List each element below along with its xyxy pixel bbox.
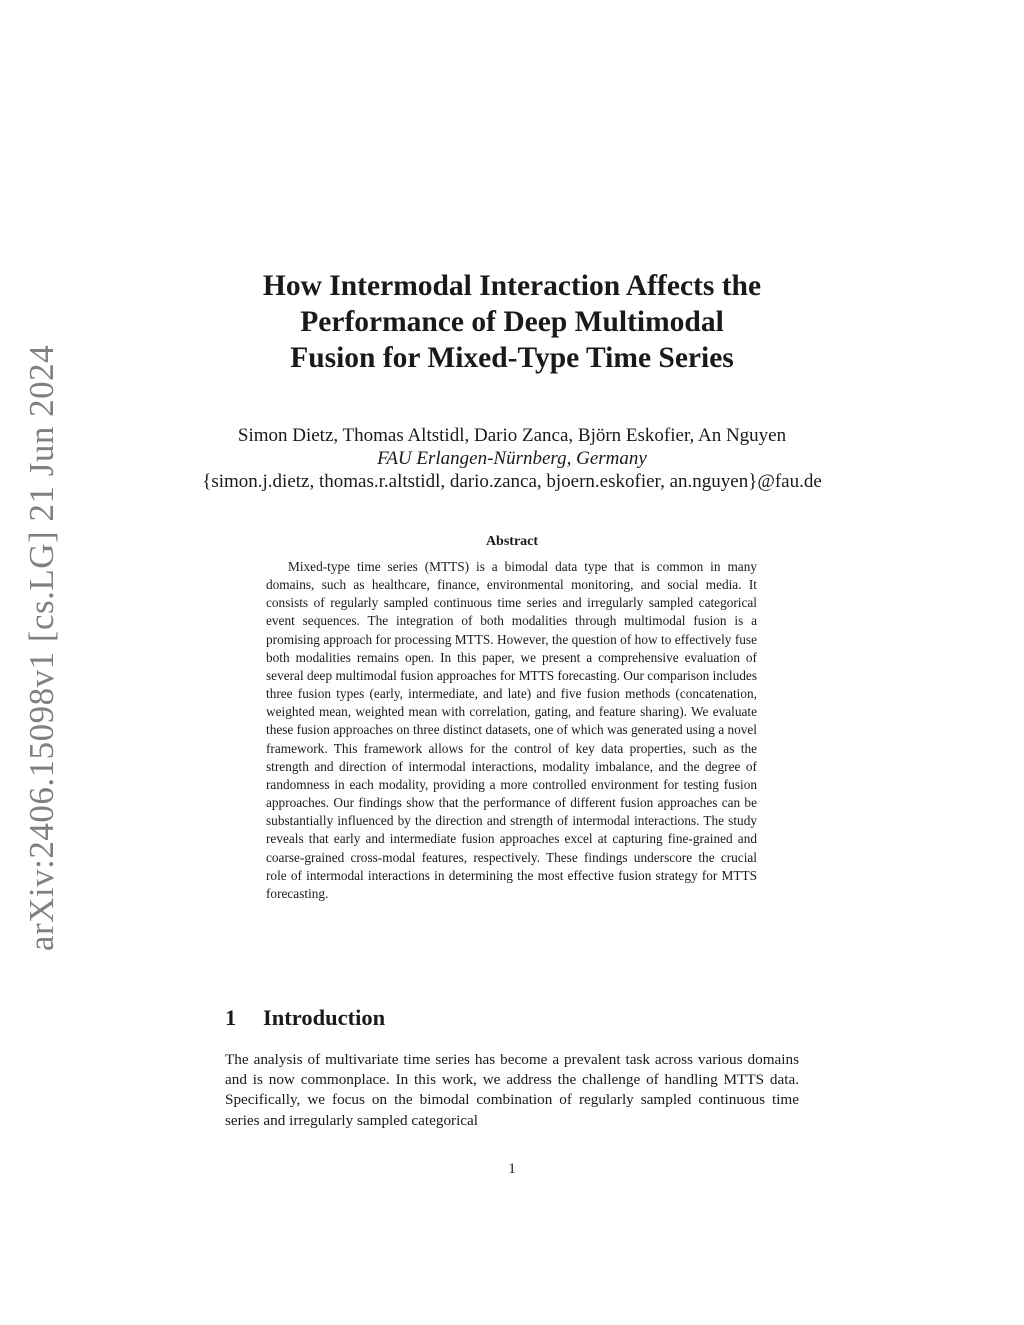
title-line-2: Performance of Deep Multimodal [300, 306, 724, 338]
author-block [160, 424, 864, 493]
section-title: Introduction [263, 1005, 386, 1030]
section-number: 1 [225, 1005, 237, 1030]
abstract-heading: Abstract [485, 534, 539, 549]
arxiv-identifier-stamp [16, 344, 68, 951]
abstract-body: Mixed-type time series (MTTS) is a bimodal data type that is common in many domains, such as healthcare, finance, environmental monitoring, and social media. It consists of regularly sampled continuous time series and irregularly sampled categorical event sequences. The integration of both modalities through multimodal fusion is a promising approach for processing MTTS. However, the question of how to effectively fuse both modalities remains open. In this paper, we present a comprehensive evaluation of several deep multimodal fusion approaches for MTTS forecasting. Our comparison includes three fusion types (early, intermediate, and late) and five fusion methods (concatenation, weighted mean, weighted mean with correlation, gating, and feature sharing). We evaluate these fusion approaches on three distinct datasets, one of which was generated using a novel framework. This framework allows for the control of key data properties, such as the strength and direction of intermodal interactions, modality imbalance, and the degree of randomness in each modality, providing a more controlled environment for testing fusion approaches. Our findings show that the performance of different fusion approaches can be substantially influenced by the direction and strength of intermodal interactions. The study reveals that early and intermediate fusion approaches excel at capturing fine-grained and coarse-grained cross-modal features, respectively. These findings underscore the crucial role of intermodal interactions in determining the most effective fusion strategy for MTTS forecasting. [266, 559, 757, 901]
author-emails: {simon.j.dietz, thomas.r.altstidl, dario.zanca, bjoern.eskofier, an.nguyen}@fau.de [202, 471, 822, 492]
introduction-paragraph: The analysis of multivariate time series has become a prevalent task across various domains and is now commonplace. In this work, we address the challenge of handling MTTS data. Specifically, we focus on the bimodal combination of regularly sampled continuous time series and irregularly sampled categorical [225, 1051, 799, 1129]
author-affiliation: FAU Erlangen-Nürnberg, Germany [377, 448, 647, 469]
author-names: Simon Dietz, Thomas Altstidl, Dario Zanca, Björn Eskofier, An Nguyen [237, 425, 787, 446]
title-line-1: How Intermodal Interaction Affects the [262, 270, 762, 302]
title-line-3: Fusion for Mixed-Type Time Series [290, 342, 734, 374]
section-heading [225, 1005, 385, 1031]
page-number: 1 [508, 1161, 516, 1177]
paper-title [160, 268, 864, 376]
arxiv-stamp-text: arXiv:2406.15098v1 [cs.LG] 21 Jun 2024 [22, 344, 61, 951]
